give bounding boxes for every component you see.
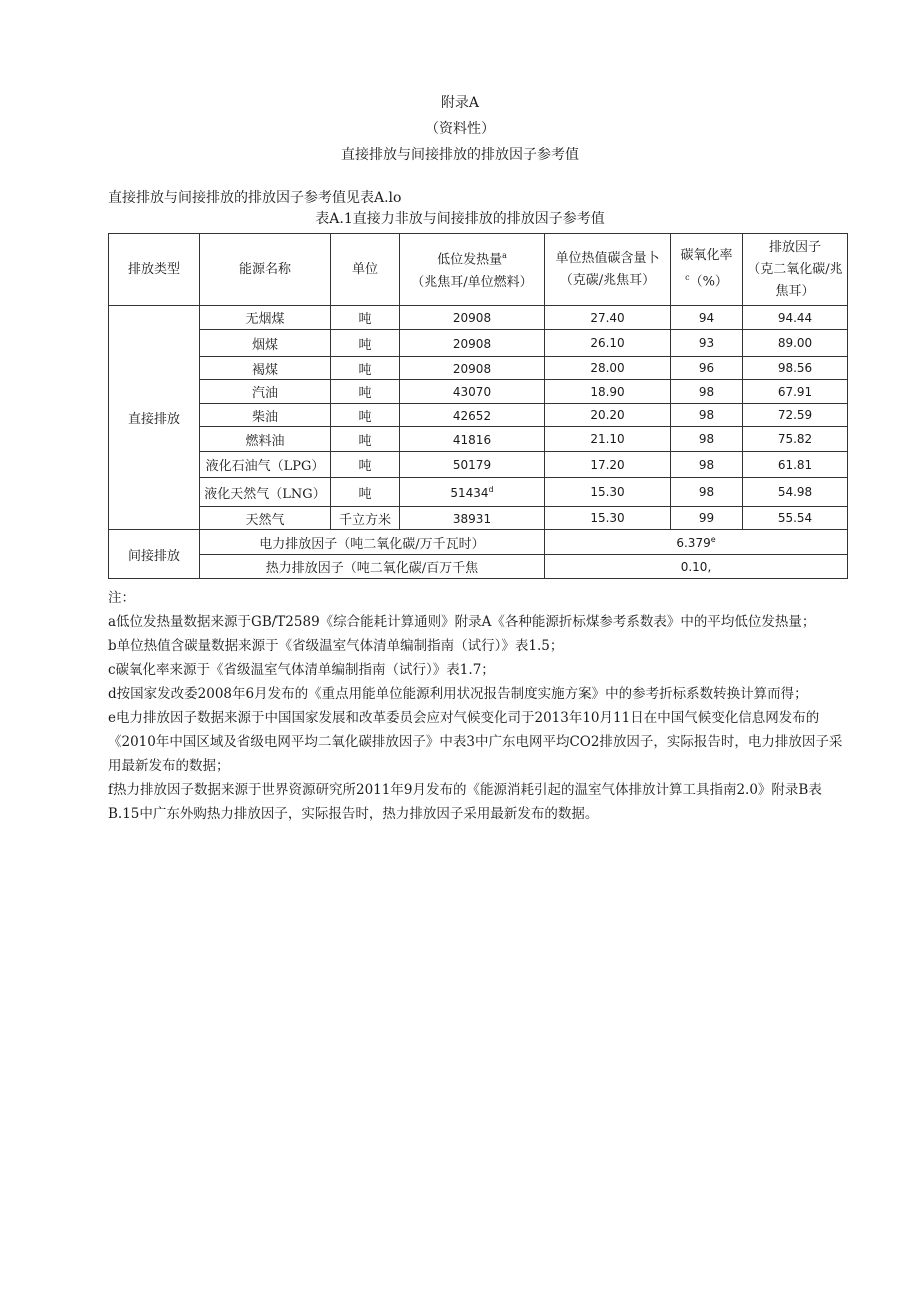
- header-ncv: [400, 234, 545, 306]
- header-carbon-content: [545, 234, 671, 306]
- ncv-cell: [400, 380, 545, 404]
- indirect-factor-value: 0.10,: [680, 560, 712, 574]
- oxidation-rate-value: 98: [671, 427, 743, 452]
- direct-row: [109, 380, 848, 404]
- ncv-value: 50179: [452, 458, 492, 472]
- energy-name: 燃料油: [200, 427, 331, 452]
- notes-heading: 注：: [108, 590, 135, 606]
- energy-unit: 吨: [331, 330, 400, 357]
- oxidation-rate-value: 98: [671, 452, 743, 478]
- indirect-factor-name: 热力排放因子（吨二氧化碳/百万千焦: [200, 555, 545, 579]
- ncv-value: 20908: [452, 311, 492, 325]
- direct-row: [109, 357, 848, 380]
- emission-factor-table: [108, 233, 848, 579]
- header-unit: 单位: [331, 234, 400, 306]
- appendix-nature: （资料性）: [425, 121, 495, 137]
- header-oxidation-rate: [671, 234, 743, 306]
- oxidation-rate-value: 96: [671, 357, 743, 380]
- notes: [108, 586, 850, 826]
- direct-row: [109, 507, 848, 530]
- appendix-subtitle: 直接排放与间接排放的排放因子参考值: [341, 147, 579, 163]
- direct-emission-label: 直接排放: [109, 306, 200, 530]
- energy-name: 无烟煤: [200, 306, 331, 330]
- energy-name: 汽油: [200, 380, 331, 404]
- oxidation-rate-value: 99: [671, 507, 743, 530]
- energy-unit: 吨: [331, 478, 400, 507]
- ncv-cell: [400, 357, 545, 380]
- indirect-row: [109, 555, 848, 579]
- note-item: c碳氧化率来源于《省级温室气体清单编制指南（试行）》表1.7；: [108, 662, 495, 678]
- energy-unit: 吨: [331, 452, 400, 478]
- header-ncv-line1: 低位发热量: [437, 252, 503, 268]
- carbon-content-value: 28.00: [545, 357, 671, 380]
- header-energy-name: 能源名称: [200, 234, 331, 306]
- carbon-content-value: 15.30: [545, 478, 671, 507]
- oxidation-rate-value: 98: [671, 478, 743, 507]
- indirect-factor-cell: [545, 530, 848, 555]
- indirect-emission-label: 间接排放: [109, 530, 200, 579]
- emission-factor-value: 55.54: [743, 507, 848, 530]
- oxidation-rate-value: 94: [671, 306, 743, 330]
- energy-name: 柴油: [200, 404, 331, 427]
- emission-factor-value: 67.91: [743, 380, 848, 404]
- indirect-factor-value: 6.379: [676, 535, 711, 550]
- ncv-value: 43070: [452, 385, 492, 399]
- energy-unit: 千立方米: [331, 507, 400, 530]
- header-ncv-sup: a: [502, 251, 507, 261]
- indirect-footnote-mark: e: [710, 534, 716, 544]
- notes-list: [108, 610, 850, 826]
- table-caption: 表A.1直接力非放与间接排放的排放因子参考值: [315, 211, 605, 227]
- header-oxidation-line2: （%）: [689, 274, 728, 290]
- ncv-cell: [400, 452, 545, 478]
- energy-name: 天然气: [200, 507, 331, 530]
- emission-factor-value: 94.44: [743, 306, 848, 330]
- header-factor-line2: （克二氧化碳/兆: [747, 261, 843, 277]
- ncv-cell: [400, 330, 545, 357]
- note-item: f热力排放因子数据来源于世界资源研究所2011年9月发布的《能源消耗引起的温室气体排放计算工具指南2.0》附录B表B.15中广东外购热力排放因子，实际报告时，热力排放因子采用最新发布的数据。: [108, 782, 822, 822]
- header-oxidation-sup: c: [685, 273, 690, 283]
- header-carbon-line1: 单位热值碳含量卜: [555, 250, 660, 266]
- ncv-value: 41816: [452, 432, 492, 447]
- carbon-content-value: 27.40: [545, 306, 671, 330]
- oxidation-rate-value: 98: [671, 380, 743, 404]
- ncv-cell: [400, 507, 545, 530]
- appendix-title: 附录A: [440, 95, 480, 111]
- carbon-content-value: 18.90: [545, 380, 671, 404]
- energy-name: 褐煤: [200, 357, 331, 380]
- ncv-cell: [400, 427, 545, 452]
- ncv-cell: [400, 478, 545, 507]
- indirect-row: [109, 530, 848, 555]
- ncv-value: 20908: [452, 361, 492, 376]
- header-factor-line3: 焦耳）: [775, 283, 815, 299]
- emission-factor-value: 98.56: [743, 357, 848, 380]
- energy-unit: 吨: [331, 427, 400, 452]
- carbon-content-value: 26.10: [545, 330, 671, 357]
- carbon-content-value: 17.20: [545, 452, 671, 478]
- note-item: b单位热值含碳量数据来源于《省级温室气体清单编制指南（试行）》表1.5；: [108, 638, 564, 654]
- emission-factor-value: 89.00: [743, 330, 848, 357]
- header-oxidation-line1: 碳氧化率: [680, 248, 733, 264]
- emission-factor-value: 75.82: [743, 427, 848, 452]
- ncv-value: 38931: [452, 511, 492, 526]
- oxidation-rate-value: 98: [671, 404, 743, 427]
- direct-row: [109, 306, 848, 330]
- emission-factor-value: 72.59: [743, 404, 848, 427]
- carbon-content-value: 21.10: [545, 427, 671, 452]
- emission-factor-value: 61.81: [743, 452, 848, 478]
- header-carbon-line2: （克碳/兆焦耳）: [559, 272, 656, 288]
- oxidation-rate-value: 93: [671, 330, 743, 357]
- ncv-value: 51434: [450, 485, 489, 500]
- direct-row: [109, 452, 848, 478]
- energy-unit: 吨: [331, 306, 400, 330]
- direct-row: [109, 427, 848, 452]
- header-factor-line1: 排放因子: [768, 239, 821, 255]
- ncv-cell: [400, 306, 545, 330]
- direct-row: [109, 404, 848, 427]
- indirect-factor-cell: [545, 555, 848, 579]
- note-item: d按国家发改委2008年6月发布的《重点用能单位能源利用状况报告制度实施方案》中的参考折标系数转换计算而得；: [108, 686, 808, 702]
- intro-text: 直接排放与间接排放的排放因子参考值见表A.lo: [108, 190, 402, 206]
- energy-name: 液化石油气（LPG）: [200, 452, 331, 478]
- energy-name: 烟煤: [200, 330, 331, 357]
- carbon-content-value: 15.30: [545, 507, 671, 530]
- ncv-footnote-mark: d: [488, 484, 494, 494]
- direct-row: [109, 330, 848, 357]
- header-ncv-line2: （兆焦耳/单位燃料）: [411, 274, 533, 290]
- header-emission-factor: [743, 234, 848, 306]
- note-item: a低位发热量数据来源于GB/T2589《综合能耗计算通则》附录A《各种能源折标煤参考系数表》中的平均低位发热量；: [108, 614, 816, 630]
- energy-name: 液化天然气（LNG）: [200, 478, 331, 507]
- direct-row: [109, 478, 848, 507]
- energy-unit: 吨: [331, 357, 400, 380]
- energy-unit: 吨: [331, 404, 400, 427]
- ncv-value: 20908: [452, 336, 492, 351]
- emission-factor-value: 54.98: [743, 478, 848, 507]
- indirect-factor-name: 电力排放因子（吨二氧化碳/万千瓦时）: [200, 530, 545, 555]
- carbon-content-value: 20.20: [545, 404, 671, 427]
- header-emission-type: 排放类型: [109, 234, 200, 306]
- energy-unit: 吨: [331, 380, 400, 404]
- table-header-row: [109, 234, 848, 306]
- ncv-value: 42652: [452, 408, 492, 423]
- note-item: e电力排放因子数据来源于中国国家发展和改革委员会应对气候变化司于2013年10月11日在中国气候变化信息网发布的《2010年中国区域及省级电网平均二氧化碳排放因子》中表3中广东电网平均CO2排放因子，实际报告时，电力排放因子采用最新发布的数据；: [108, 710, 843, 774]
- ncv-cell: [400, 404, 545, 427]
